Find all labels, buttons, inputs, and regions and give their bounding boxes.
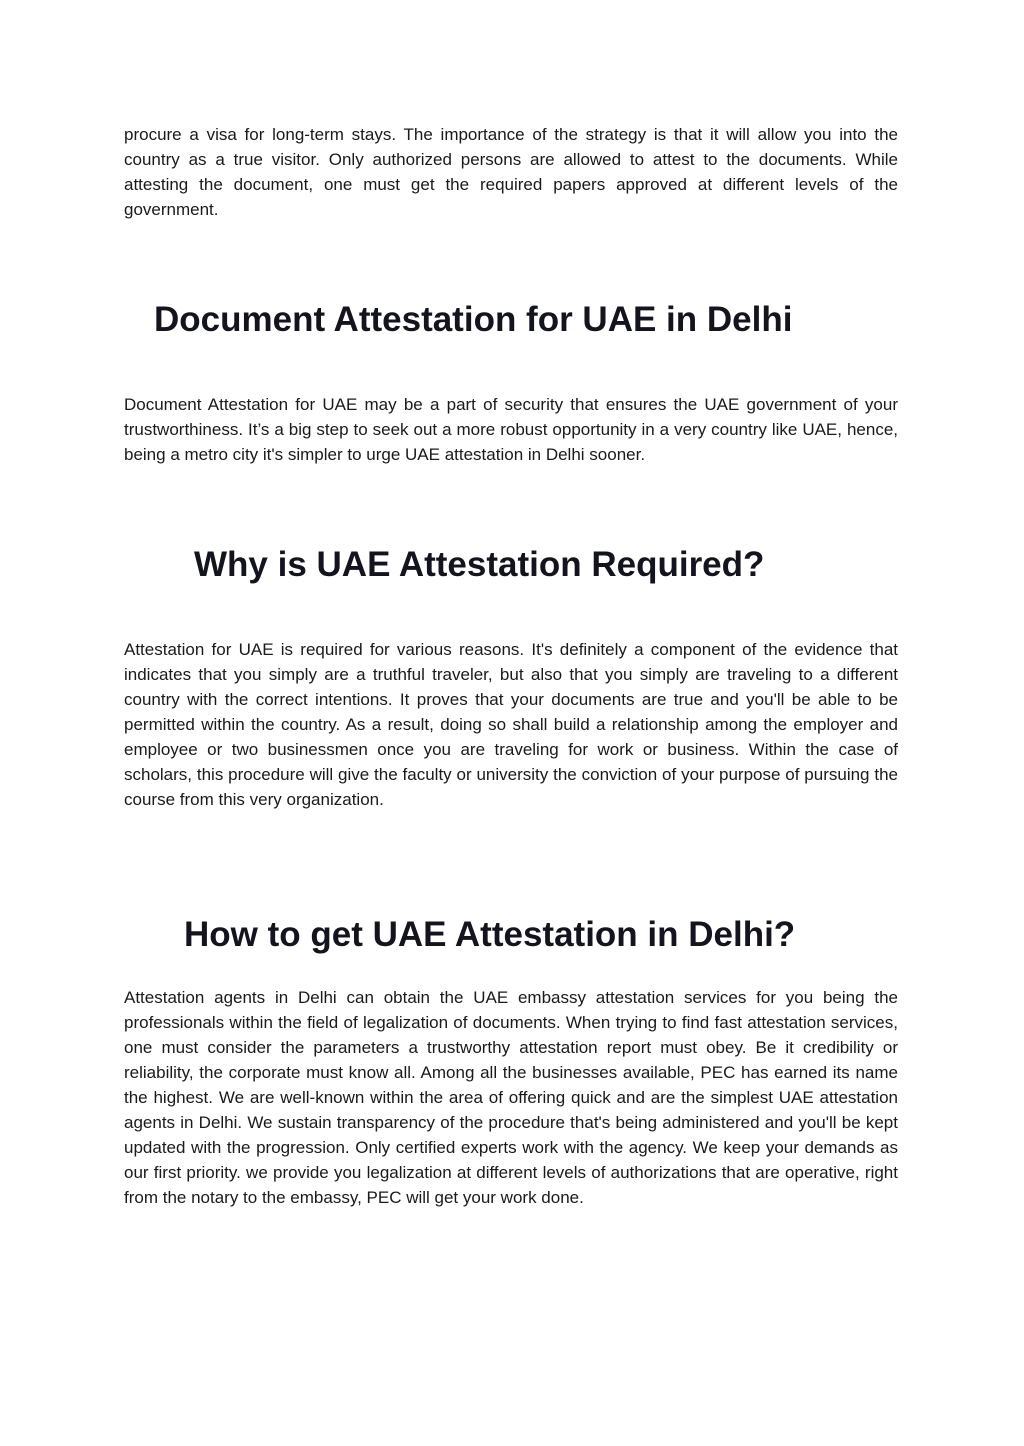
section-heading-how-to-get: How to get UAE Attestation in Delhi? — [184, 915, 796, 954]
section-body-how-to-get: Attestation agents in Delhi can obtain the UAE embassy attestation services for you being the professionals within the field of legalization of documents. When trying to find fast attestation services, one must consider the parameters a trustworthy attestation report must obey. Be it credibility or reliability, the corporate must know all. Among all the businesses available, PEC has earned its name the highest. We are well-known within the area of offering quick and are the simplest UAE attestation agents in Delhi. We sustain transparency of the procedure that's being administered and you'll be kept updated with the progression. Only certified experts work with the agency. We keep your demands as our first priority. we provide you legalization at different levels of authorizations that are operative, right from the notary to the embassy, PEC will get your work done. — [124, 988, 898, 1207]
section-heading-document-attestation: Document Attestation for UAE in Delhi — [154, 300, 793, 339]
intro-paragraph: procure a visa for long-term stays. The importance of the strategy is that it will allow you into the country as a true visitor. Only authorized persons are allowed to attest to the documents. While attesting the document, one must get the required papers approved at different levels of the government. — [124, 125, 898, 219]
section-heading-why-required: Why is UAE Attestation Required? — [194, 545, 765, 584]
section-body-document-attestation: Document Attestation for UAE may be a part of security that ensures the UAE government of your trustworthiness. It’s a big step to seek out a more robust opportunity in a very country like UAE, hence, being a metro city it's simpler to urge UAE attestation in Delhi sooner. — [124, 395, 898, 464]
section-body-why-required: Attestation for UAE is required for various reasons. It's definitely a component of the evidence that indicates that you simply are a truthful traveler, but also that you simply are traveling to a different country with the correct intentions. It proves that your documents are true and you'll be able to be permitted within the country. As a result, doing so shall build a relationship among the employer and employee or two businessmen once you are traveling for work or business. Within the case of scholars, this procedure will give the faculty or university the conviction of your purpose of pursuing the course from this very organization. — [124, 640, 898, 809]
